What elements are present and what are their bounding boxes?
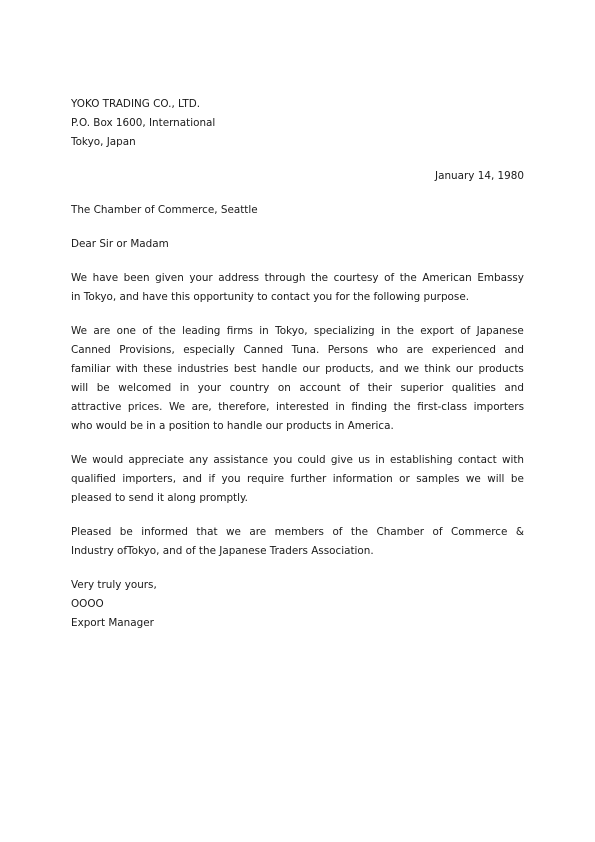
word: therefore,: [218, 401, 270, 413]
word: Embassy: [477, 272, 524, 284]
word: of: [142, 325, 153, 337]
word: the: [158, 325, 176, 337]
word: specializing: [313, 325, 375, 337]
word: address: [218, 272, 260, 284]
paragraph-line: [71, 398, 524, 417]
word: our: [302, 363, 320, 375]
signature: OOOO: [71, 598, 104, 610]
word: the: [350, 526, 368, 538]
word: handle: [261, 363, 298, 375]
word: finding: [351, 401, 388, 413]
word: experienced: [431, 344, 496, 356]
word: Pleased: [71, 526, 112, 538]
word: are: [406, 344, 424, 356]
paragraph-line: pleased to send it along promptly.: [71, 492, 248, 504]
word: especially: [183, 344, 235, 356]
word: in: [335, 401, 345, 413]
word: in: [179, 382, 190, 394]
body-paragraph-1: [71, 269, 524, 307]
word: industries: [177, 363, 229, 375]
body-paragraph-4: [71, 523, 524, 561]
word: the: [399, 272, 417, 284]
word: and: [504, 344, 524, 356]
word: in: [259, 325, 269, 337]
word: been: [123, 272, 150, 284]
paragraph-line: [71, 341, 524, 360]
word: familiar: [71, 363, 111, 375]
word: these: [143, 363, 173, 375]
word: establishing: [389, 454, 453, 466]
paragraph-line: [71, 360, 524, 379]
word: we: [404, 363, 419, 375]
word: appreciate: [128, 454, 184, 466]
word: leading: [182, 325, 221, 337]
word: require: [247, 473, 284, 485]
word: in: [375, 454, 385, 466]
paragraph-line: [71, 379, 524, 398]
word: your: [197, 382, 222, 394]
word: given: [155, 272, 184, 284]
sender-city: Tokyo, Japan: [71, 136, 136, 148]
word: are,: [191, 401, 212, 413]
word: samples: [416, 473, 460, 485]
body-paragraph-3: [71, 451, 524, 508]
word: and: [182, 473, 203, 485]
word: be: [510, 473, 524, 485]
word: of: [460, 325, 471, 337]
word: and: [504, 382, 524, 394]
paragraph-line: [71, 269, 524, 288]
word: best: [233, 363, 257, 375]
word: could: [297, 454, 326, 466]
word: if: [208, 473, 216, 485]
word: We: [71, 454, 88, 466]
word: our: [455, 363, 474, 375]
word: or: [399, 473, 410, 485]
word: We: [71, 325, 88, 337]
paragraph-line: [71, 322, 524, 341]
word: Chamber: [376, 526, 425, 538]
word: courtesy: [333, 272, 379, 284]
word: interested: [275, 401, 329, 413]
word: you: [273, 454, 293, 466]
word: are: [93, 325, 111, 337]
word: superior: [400, 382, 444, 394]
word: contact: [457, 454, 497, 466]
word: information: [332, 473, 393, 485]
valediction: Very truly yours,: [71, 579, 157, 591]
word: assistance: [213, 454, 268, 466]
word: us: [358, 454, 371, 466]
word: Japanese: [476, 325, 524, 337]
word: through: [264, 272, 306, 284]
word: of: [332, 526, 343, 538]
paragraph-line: in Tokyo, and have this opportunity to contact you for the following purpose.: [71, 291, 470, 303]
word: attractive: [71, 401, 122, 413]
paragraph-line: Industry ofTokyo, and of the Japanese Traders Association.: [71, 545, 374, 557]
closing-block: [71, 576, 524, 633]
word: of: [384, 272, 395, 284]
word: with: [501, 454, 524, 466]
word: We: [71, 272, 88, 284]
word: any: [189, 454, 209, 466]
word: we: [465, 473, 481, 485]
word: products,: [325, 363, 374, 375]
word: with: [115, 363, 138, 375]
word: will: [487, 473, 505, 485]
word: you: [221, 473, 241, 485]
word: Canned: [243, 344, 284, 356]
word: qualified: [71, 473, 116, 485]
sender-company: YOKO TRADING CO., LTD.: [71, 98, 201, 110]
sender-address: P.O. Box 1600, International: [71, 117, 216, 129]
word: think: [424, 363, 451, 375]
word: Persons: [327, 344, 369, 356]
word: prices.: [127, 401, 163, 413]
word: will: [71, 382, 89, 394]
word: the: [393, 401, 411, 413]
word: Tokyo,: [275, 325, 308, 337]
word: firms: [226, 325, 253, 337]
word: one: [116, 325, 136, 337]
word: give: [330, 454, 353, 466]
word: We: [168, 401, 186, 413]
word: of: [432, 526, 443, 538]
word: your: [189, 272, 213, 284]
business-letter: [71, 95, 524, 633]
word: Provisions,: [119, 344, 175, 356]
word: Tuna.: [291, 344, 320, 356]
word: export: [420, 325, 454, 337]
word: Canned: [71, 344, 111, 356]
paragraph-line: [71, 470, 524, 489]
word: in: [380, 325, 391, 337]
word: further: [290, 473, 327, 485]
word: importers: [473, 401, 524, 413]
word: account: [299, 382, 341, 394]
word: be: [119, 526, 133, 538]
word: be: [96, 382, 110, 394]
word: products: [478, 363, 524, 375]
salutation: Dear Sir or Madam: [71, 238, 169, 250]
word: Commerce: [451, 526, 508, 538]
word: country: [229, 382, 270, 394]
word: that: [196, 526, 218, 538]
word: welcomed: [118, 382, 172, 394]
word: on: [277, 382, 291, 394]
word: qualities: [451, 382, 496, 394]
word: have: [92, 272, 119, 284]
paragraph-line: [71, 523, 524, 542]
signer-title: Export Manager: [71, 617, 154, 629]
word: &: [515, 526, 524, 538]
word: their: [367, 382, 392, 394]
sender-block: [71, 95, 524, 152]
word: members: [274, 526, 324, 538]
word: American: [422, 272, 472, 284]
paragraph-line: [71, 451, 524, 470]
letter-date: January 14, 1980: [435, 170, 524, 182]
word: would: [92, 454, 124, 466]
recipient: The Chamber of Commerce, Seattle: [71, 204, 258, 216]
paragraph-line: who would be in a position to handle our products in America.: [71, 420, 394, 432]
word: the: [396, 325, 414, 337]
body-paragraph-2: [71, 322, 524, 436]
word: importers,: [122, 473, 177, 485]
word: informed: [141, 526, 188, 538]
word: the: [311, 272, 329, 284]
word: we: [226, 526, 241, 538]
word: first-class: [417, 401, 468, 413]
word: of: [349, 382, 360, 394]
word: are: [249, 526, 267, 538]
word: who: [376, 344, 398, 356]
word: and: [379, 363, 399, 375]
